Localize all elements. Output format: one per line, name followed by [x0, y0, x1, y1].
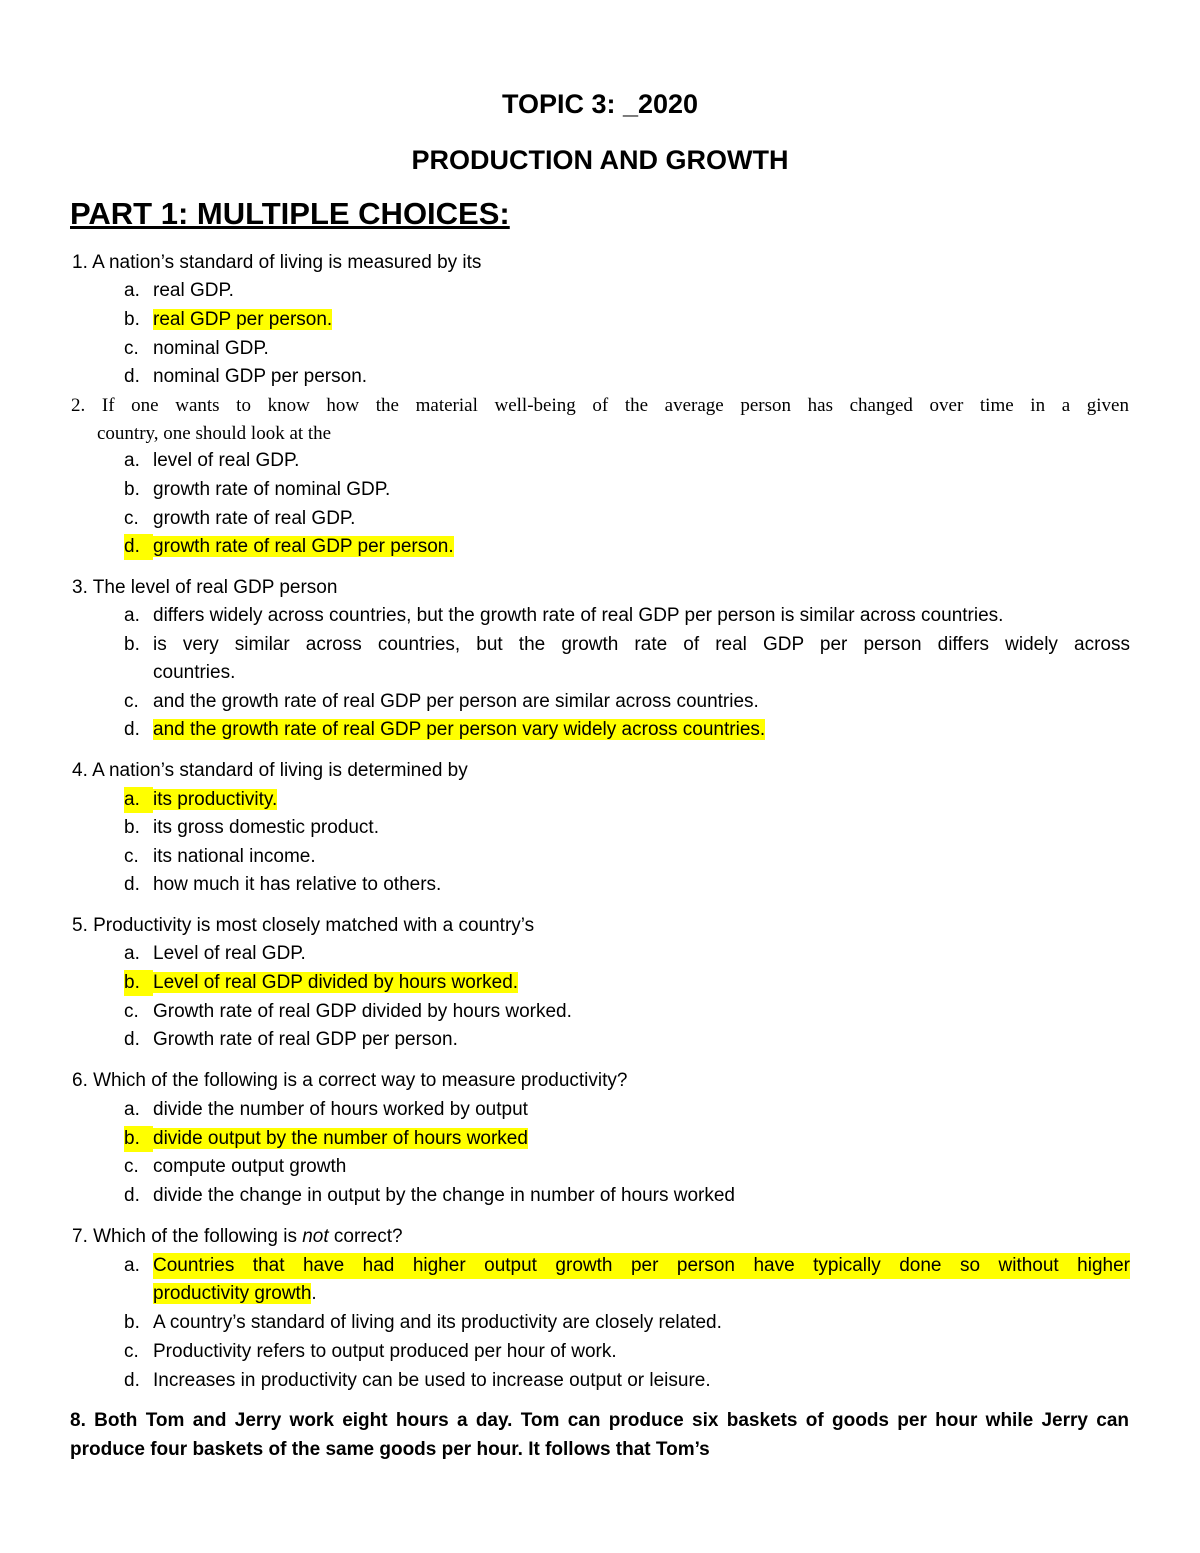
option-text: Productivity refers to output produced per hour of work.: [153, 1341, 617, 1362]
option-label: c.: [124, 1001, 139, 1022]
option-label: c.: [124, 1156, 139, 1177]
q7-option-c: [124, 1339, 617, 1365]
option-text: Increases in productivity can be used to increase output or leisure.: [153, 1370, 711, 1391]
question-6-stem: 6. Which of the following is a correct way to measure productivity?: [72, 1070, 628, 1091]
option-text-highlighted: and the growth rate of real GDP per person vary widely across countries.: [153, 719, 766, 740]
question-3-stem: 3. The level of real GDP person: [72, 577, 338, 598]
option-text: Growth rate of real GDP per person.: [153, 1029, 458, 1050]
option-text: differs widely across countries, but the growth rate of real GDP per person is similar across countries.: [153, 605, 1004, 626]
q2-option-d: [124, 534, 454, 560]
stem-text: 7. Which of the following is: [72, 1226, 303, 1247]
question-4-stem: 4. A nation’s standard of living is determined by: [72, 760, 468, 781]
option-label: c.: [124, 508, 139, 529]
question-8-stem-line1: 8. Both Tom and Jerry work eight hours a day. Tom can produce six baskets of goods per hour while Jerry can: [70, 1410, 1129, 1431]
option-label: c.: [124, 1341, 139, 1362]
option-label: b.: [124, 634, 140, 655]
option-text: real GDP.: [153, 280, 234, 301]
option-label: c.: [124, 338, 139, 359]
option-label: a.: [124, 943, 140, 964]
q2-option-c: [124, 506, 355, 532]
option-label: a.: [124, 787, 153, 813]
option-label: d.: [124, 719, 140, 740]
q1-option-b: [124, 307, 332, 333]
question-2-stem-line1: 2. If one wants to know how the material well-being of the average person has changed over time in a given: [71, 395, 1129, 416]
stem-emphasis: not: [302, 1226, 329, 1247]
q1-option-a: [124, 278, 234, 304]
option-label: b.: [124, 479, 140, 500]
question-2-stem-line2: country, one should look at the: [97, 423, 332, 444]
option-label: d.: [124, 1029, 140, 1050]
option-text: growth rate of nominal GDP.: [153, 479, 391, 500]
option-text: growth rate of real GDP.: [153, 508, 356, 529]
option-label: d.: [124, 1370, 140, 1391]
q1-option-c: [124, 336, 269, 362]
option-label: d.: [124, 1185, 140, 1206]
option-label: d.: [124, 366, 140, 387]
option-text: its national income.: [153, 846, 316, 867]
option-text: divide the change in output by the change in number of hours worked: [153, 1185, 735, 1206]
option-text: divide the number of hours worked by output: [153, 1099, 528, 1120]
option-text-end: .: [311, 1283, 317, 1304]
option-text: A country’s standard of living and its productivity are closely related.: [153, 1312, 722, 1333]
q2-option-a: [124, 448, 299, 474]
q5-option-b: [124, 970, 518, 996]
option-label: b.: [124, 1126, 153, 1152]
option-label: a.: [124, 280, 140, 301]
option-label: c.: [124, 691, 139, 712]
option-text: compute output growth: [153, 1156, 347, 1177]
q4-option-d: [124, 872, 441, 898]
part-heading: PART 1: MULTIPLE CHOICES:: [70, 196, 510, 231]
q3-option-d: [124, 717, 765, 743]
option-text-highlighted: Countries that have had higher output growth per person have typically done so without higher: [153, 1253, 1130, 1279]
question-5-stem: 5. Productivity is most closely matched with a country’s: [72, 915, 535, 936]
option-text: its gross domestic product.: [153, 817, 379, 838]
q6-option-a: [124, 1097, 528, 1123]
option-text: Level of real GDP.: [153, 943, 306, 964]
q3-option-b: [124, 632, 1130, 658]
question-1-stem: 1. A nation’s standard of living is measured by its: [72, 252, 482, 273]
option-label: d.: [124, 874, 140, 895]
option-label: a.: [124, 450, 140, 471]
topic-title: TOPIC 3: _2020: [501, 89, 699, 119]
option-text-highlighted: growth rate of real GDP per person.: [153, 536, 454, 557]
q6-option-c: [124, 1154, 346, 1180]
option-label: b.: [124, 817, 140, 838]
q5-option-d: [124, 1027, 458, 1053]
option-text-highlighted: divide output by the number of hours worked: [153, 1128, 528, 1149]
page-subtitle: PRODUCTION AND GROWTH: [411, 145, 789, 175]
q7-option-a: [124, 1253, 1130, 1279]
option-text: nominal GDP.: [153, 338, 269, 359]
question-8-stem-line2: produce four baskets of the same goods per hour. It follows that Tom’s: [70, 1439, 710, 1460]
option-text: is very similar across countries, but the growth rate of real GDP per person differs widely across: [153, 634, 1130, 655]
q7-option-b: [124, 1310, 722, 1336]
q4-option-b: [124, 815, 379, 841]
option-text: Growth rate of real GDP divided by hours worked.: [153, 1001, 572, 1022]
option-label: b.: [124, 970, 153, 996]
q4-option-a: [124, 787, 277, 813]
option-text-highlighted: Level of real GDP divided by hours worked.: [153, 972, 519, 993]
option-text: and the growth rate of real GDP per person are similar across countries.: [153, 691, 759, 712]
option-text-highlighted: productivity growth: [153, 1283, 312, 1304]
q7-option-a-continuation: [153, 1281, 317, 1307]
q4-option-c: [124, 844, 316, 870]
option-label: d.: [124, 534, 153, 560]
stem-text: correct?: [328, 1226, 403, 1247]
option-label: c.: [124, 846, 139, 867]
option-label: b.: [124, 309, 140, 330]
option-text-highlighted: real GDP per person.: [153, 309, 333, 330]
option-text: nominal GDP per person.: [153, 366, 368, 387]
q2-option-b: [124, 477, 390, 503]
option-label: b.: [124, 1312, 140, 1333]
q3-option-b-continuation: countries.: [153, 662, 236, 683]
q7-option-d: [124, 1368, 711, 1394]
q3-option-a: [124, 603, 1003, 629]
q3-option-c: [124, 689, 759, 715]
option-label: a.: [124, 605, 140, 626]
option-label: a.: [124, 1099, 140, 1120]
q5-option-a: [124, 941, 306, 967]
q6-option-b: [124, 1126, 528, 1152]
q5-option-c: [124, 999, 572, 1025]
q6-option-d: [124, 1183, 735, 1209]
option-label: a.: [124, 1255, 140, 1276]
question-7-stem: [72, 1224, 403, 1250]
option-text-highlighted: its productivity.: [153, 789, 278, 810]
option-text: how much it has relative to others.: [153, 874, 442, 895]
q1-option-d: [124, 364, 367, 390]
option-text: level of real GDP.: [153, 450, 300, 471]
